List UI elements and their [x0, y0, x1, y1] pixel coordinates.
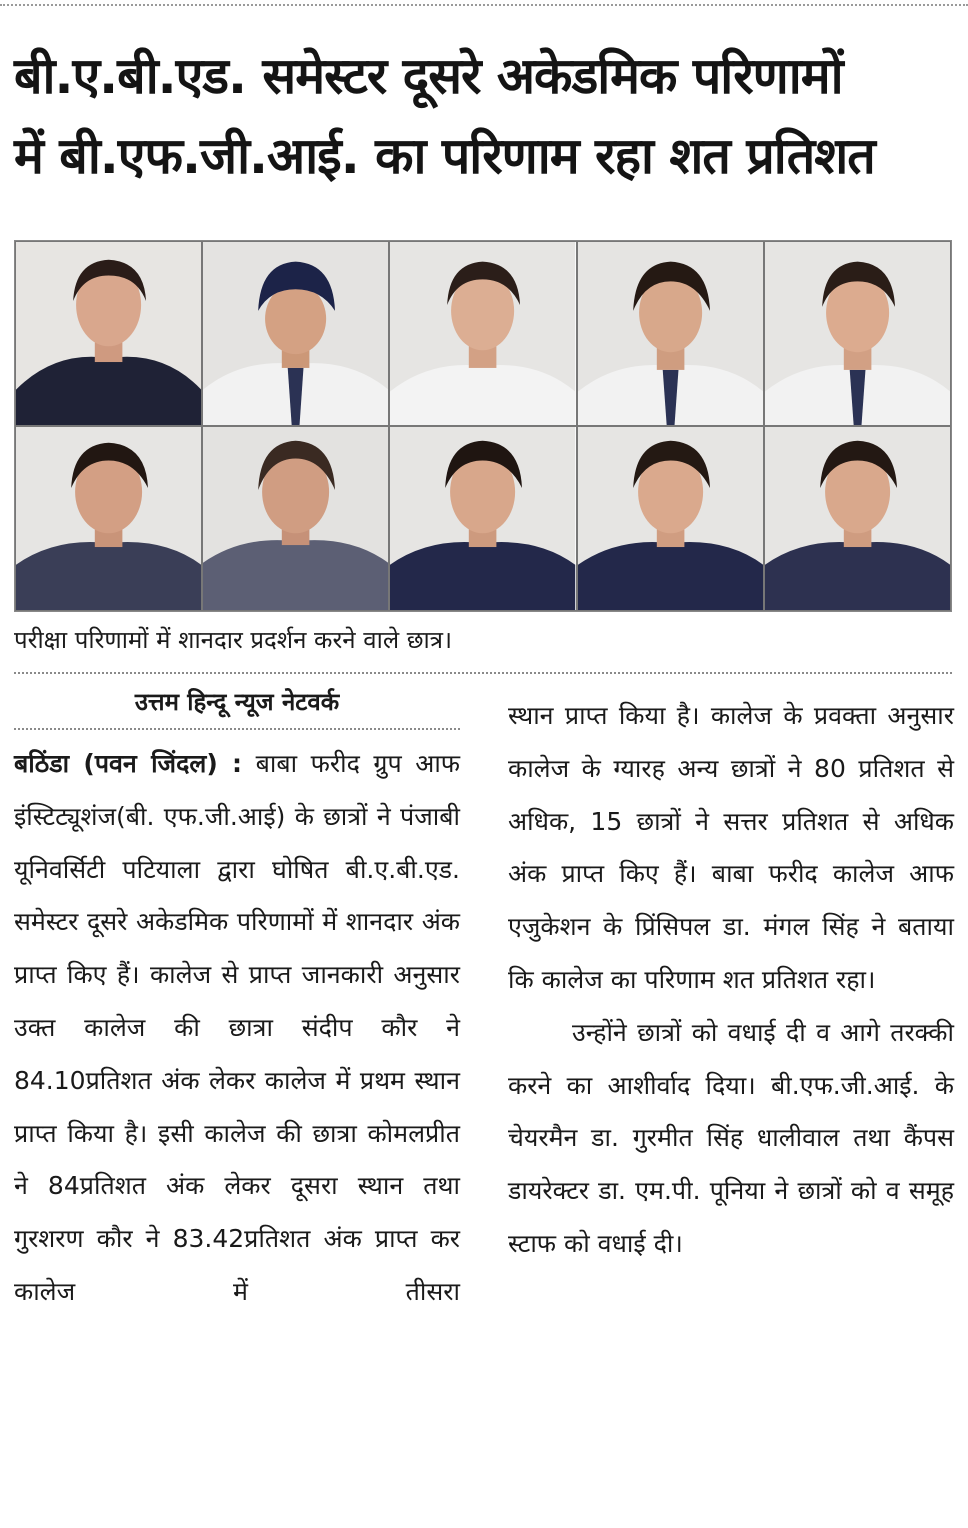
- student-photo: [764, 426, 951, 611]
- student-photo: [577, 241, 764, 426]
- student-photo: [577, 426, 764, 611]
- student-photo-grid: [14, 240, 952, 612]
- article-paragraph: उन्होंने छात्रों को वधाई दी व आगे तरक्की करने का आशीर्वाद दिया। बी.एफ.जी.आई. के चेयरमैन डा. गुरमीत सिंह धालीवाल तथा कैंपस डायरेक्टर डा. एम.पी. पूनिया ने छात्रों को व समूह स्टाफ को वधाई दी।: [508, 1017, 954, 1258]
- headline-line-1: बी.ए.बी.एड. समेस्टर दूसरे अकेडमिक परिणामों: [14, 47, 843, 105]
- photo-caption: परीक्षा परिणामों में शानदार प्रदर्शन करने वाले छात्र।: [14, 626, 453, 654]
- top-dotted-rule: [0, 4, 968, 6]
- student-photo: [15, 426, 202, 611]
- student-photo: [202, 426, 389, 611]
- student-photo: [389, 426, 576, 611]
- headline: [14, 36, 958, 196]
- article-column-left: [14, 682, 460, 1319]
- headline-line-2: में बी.एफ.जी.आई. का परिणाम रहा शत प्रतिशत: [14, 127, 875, 185]
- student-photo: [389, 241, 576, 426]
- article-paragraph: [14, 738, 460, 1319]
- dateline: बठिंडा (पवन जिंदल) :: [14, 749, 243, 778]
- byline: उत्तम हिन्दू न्यूज नेटवर्क: [14, 682, 460, 730]
- caption-dotted-rule: [14, 672, 952, 674]
- article-column-right: [508, 682, 954, 1271]
- student-photo: [764, 241, 951, 426]
- student-photo: [202, 241, 389, 426]
- article-paragraph-continued: स्थान प्राप्त किया है। कालेज के प्रवक्ता अनुसार कालेज के ग्यारह अन्य छात्रों ने 80 प्रतिशत से अधिक, 15 छात्रों ने सत्तर प्रतिशत से अधिक अंक प्राप्त किए हैं। बाबा फरीद कालेज आफ एजुकेशन के प्रिंसिपल डा. मंगल सिंह ने बताया कि कालेज का परिणाम शत प्रतिशत रहा।: [508, 701, 954, 994]
- student-photo: [15, 241, 202, 426]
- article-paragraph-text: बाबा फरीद ग्रुप आफ इंस्टिट्यूशंज(बी. एफ.जी.आई) के छात्रों ने पंजाबी यूनिवर्सिटी पटियाला द्वारा घोषित बी.ए.बी.एड. समेस्टर दूसरे अकेडमिक परिणामों में शानदार अंक प्राप्त किए हैं। कालेज से प्राप्त जानकारी अनुसार उक्त कालेज की छात्रा संदीप कौर ने 84.10प्रतिशत अंक लेकर कालेज में प्रथम स्थान प्राप्त किया है। इसी कालेज की छात्रा कोमलप्रीत ने 84प्रतिशत अंक लेकर दूसरा स्थान तथा गुरशरण कौर ने 83.42प्रतिशत अंक प्राप्त कर कालेज में तीसरा: [14, 749, 461, 1306]
